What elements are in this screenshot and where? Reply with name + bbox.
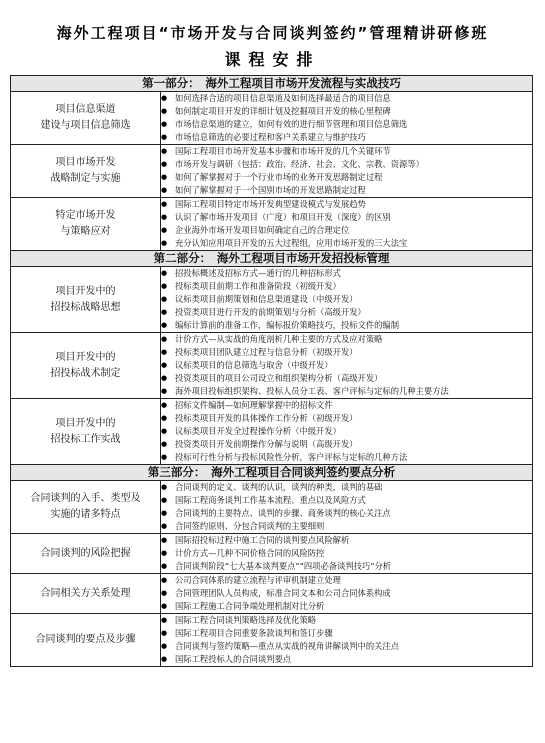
topic-item: [161, 574, 532, 587]
bullet-icon: ●: [161, 642, 168, 650]
topic-category-label: 项目信息渠道: [55, 104, 116, 115]
course-schedule-table: [10, 75, 533, 667]
topic-category-cell: [11, 333, 161, 399]
section-header-row: [11, 465, 533, 481]
topic-item-text: 市场开发与调研（包括：政治、经济、社会、文化、宗教、资源等）: [175, 159, 424, 169]
bullet-icon: ●: [161, 414, 168, 422]
bullet-icon: ●: [161, 308, 168, 316]
topic-category-label: 实施的诸多特点: [50, 509, 121, 520]
topic-item: [161, 627, 532, 640]
topic-item-text: 如何了解掌握对于一个国别市场的开发思路制定过程: [175, 185, 366, 195]
topic-item-text: 认识了解市场开发项目（广度）和项目开发（深度）的区别: [175, 212, 391, 222]
topic-row: [11, 267, 533, 333]
topic-items-cell: [161, 534, 533, 574]
bullet-icon: ●: [161, 269, 168, 277]
topic-item-text: 充分认知应用项目开发的五大过程组，应用市场开发的三大法宝: [175, 238, 408, 248]
topic-item-text: 投标类项目团队建立过程与信息分析（初级开发）: [175, 347, 358, 357]
topic-item: [161, 237, 532, 250]
topic-item: [161, 198, 532, 211]
topic-item-text: 计价方式—几种不同价格合同的风险防控: [175, 548, 325, 558]
topic-item: [161, 346, 532, 359]
topic-item-text: 计价方式—从实战的角度剖析几种主要的方式及应对策略: [175, 334, 383, 344]
topic-item-text: 投资类项目开发前期操作分解与说明（高级开发）: [175, 439, 358, 449]
bullet-icon: ●: [161, 589, 168, 597]
bullet-icon: ●: [161, 562, 168, 570]
topic-item-text: 合同谈判的主要特点、谈判的步骤、商务谈判的核心关注点: [175, 508, 391, 518]
topic-category-label: 建设与项目信息筛选: [40, 120, 131, 131]
topic-category-label: 项目开发中的: [55, 285, 116, 297]
topic-item-text: 议标类项目前期策划和信息渠道建设（中级开发）: [175, 294, 358, 304]
topic-item: [161, 438, 532, 451]
bullet-icon: ●: [161, 133, 168, 141]
bullet-icon: ●: [161, 200, 168, 208]
topic-item-text: 合同谈判的定义、谈判的认识，谈判的种类，谈判的基础: [175, 482, 383, 492]
topic-category-cell: [11, 267, 161, 333]
topic-item: [161, 425, 532, 438]
topic-item: [161, 359, 532, 372]
section-header-row: [11, 76, 533, 92]
topic-item-text: 如何制定项目开发的详细计划及挖掘项目开发的核心里程碑: [175, 106, 391, 116]
bullet-icon: ●: [161, 348, 168, 356]
topic-item: [161, 560, 532, 573]
bullet-icon: ●: [161, 427, 168, 435]
topic-item-text: 合同谈判与签约策略—重点从实战的视角讲解谈判中的关注点: [175, 641, 400, 651]
bullet-icon: ●: [161, 226, 168, 234]
topic-category-cell: [11, 534, 161, 574]
topic-item: [161, 306, 532, 319]
topic-row: [11, 145, 533, 198]
topic-category-label: 项目开发中的: [55, 417, 116, 429]
topic-item: [161, 224, 532, 237]
bullet-icon: ●: [161, 239, 168, 247]
bullet-icon: ●: [161, 387, 168, 395]
section-header-row: [11, 251, 533, 267]
topic-item-text: 国际工程合同谈判策略选择及优化策略: [175, 615, 317, 625]
topic-row: [11, 574, 533, 614]
topic-item: [161, 145, 532, 158]
topic-row: [11, 399, 533, 465]
bullet-icon: ●: [161, 186, 168, 194]
topic-item-text: 合同谈判阶段“七大基本谈判要点”“四项必备谈判技巧”分析: [175, 561, 392, 571]
topic-category-label: 合同谈判的要点及步骤: [35, 634, 136, 645]
bullet-icon: ●: [161, 94, 168, 102]
topic-item-text: 国际工程项目特定市场开发典型建设模式与发展趋势: [175, 199, 366, 209]
topic-item-text: 国际工程施工合同争端处理机制对比分析: [175, 601, 325, 611]
topic-category-label: 合同谈判的风险把握: [40, 547, 131, 559]
topic-item: [161, 412, 532, 425]
topic-items-cell: [161, 614, 533, 667]
topic-item: [161, 520, 532, 533]
bullet-icon: ●: [161, 295, 168, 303]
bullet-icon: ●: [161, 147, 168, 155]
topic-item: [161, 494, 532, 507]
topic-item: [161, 653, 532, 666]
topic-item-text: 国际工程商务谈判工作基本流程、重点以及风险方式: [175, 495, 366, 505]
topic-category-label: 合同谈判的入手、类型及: [30, 493, 141, 504]
bullet-icon: ●: [161, 335, 168, 343]
bullet-icon: ●: [161, 549, 168, 557]
topic-item: [161, 534, 532, 547]
topic-category-label: 招投标工作实战: [50, 433, 121, 445]
topic-items-cell: [161, 399, 533, 465]
topic-item-text: 国际工程项目合同重要条款谈判和签订步骤: [175, 628, 333, 638]
topic-items-cell: [161, 198, 533, 251]
topic-item: [161, 105, 532, 118]
section-heading: 第二部分： 海外工程项目市场开发招投标管理: [11, 251, 533, 267]
topic-item: [161, 211, 532, 224]
bullet-icon: ●: [161, 602, 168, 610]
topic-items-cell: [161, 574, 533, 614]
page-title: 海外工程项目“市场开发与合同谈判签约”管理精讲研修班: [56, 24, 489, 42]
topic-category-label: 项目市场开发: [55, 157, 116, 168]
topic-item: [161, 507, 532, 520]
topic-items-cell: [161, 92, 533, 145]
bullet-icon: ●: [161, 282, 168, 290]
topic-item-text: 议标类项目的信息筛选与取舍（中级开发）: [175, 360, 333, 370]
topic-item-text: 国际工程投标人的合同谈判要点: [175, 654, 292, 664]
topic-item: [161, 547, 532, 560]
topic-item: [161, 319, 532, 332]
topic-item-text: 投资类项目进行开发的前期策划与分析（高级开发）: [175, 307, 366, 317]
topic-item-text: 国际工程项目市场开发基本步骤和市场开发的几个关键环节: [175, 146, 391, 156]
bullet-icon: ●: [161, 160, 168, 168]
topic-row: [11, 198, 533, 251]
bullet-icon: ●: [161, 213, 168, 221]
topic-item: [161, 587, 532, 600]
topic-item: [161, 372, 532, 385]
bullet-icon: ●: [161, 629, 168, 637]
topic-item: [161, 92, 532, 105]
topic-item-text: 议标类项目开发全过程操作分析（中级开发）: [175, 426, 341, 436]
bullet-icon: ●: [161, 616, 168, 624]
topic-item-text: 投标类项目开发的具体操作工作分析（初级开发）: [175, 413, 358, 423]
topic-category-cell: [11, 614, 161, 667]
topic-row: [11, 481, 533, 534]
topic-category-label: 与策略应对: [60, 226, 111, 237]
bullet-icon: ●: [161, 374, 168, 382]
bullet-icon: ●: [161, 173, 168, 181]
topic-item: [161, 640, 532, 653]
topic-category-cell: [11, 481, 161, 534]
bullet-icon: ●: [161, 522, 168, 530]
topic-category-label: 项目开发中的: [55, 351, 116, 363]
bullet-icon: ●: [161, 440, 168, 448]
bullet-icon: ●: [161, 483, 168, 491]
topic-item-text: 如何选择合适的项目信息渠道及如何选择最适合的项目信息: [175, 93, 391, 103]
topic-category-label: 特定市场开发: [55, 210, 116, 221]
topic-item-text: 投标可行性分析与投标风险性分析，客户评标与定标的几种方法: [175, 452, 408, 462]
topic-items-cell: [161, 145, 533, 198]
topic-item-text: 合同管理团队人员构成，标准合同文本和公司合同体系构成: [175, 588, 391, 598]
topic-items-cell: [161, 481, 533, 534]
topic-item: [161, 118, 532, 131]
topic-item: [161, 293, 532, 306]
bullet-icon: ●: [161, 655, 168, 663]
topic-item-text: 海外项目投标组织架构、投标人员分工表、客户评标与定标的几种主要方法: [175, 386, 449, 396]
bullet-icon: ●: [161, 509, 168, 517]
topic-row: [11, 614, 533, 667]
topic-category-label: 招投标战术制定: [50, 367, 121, 379]
topic-item: [161, 385, 532, 398]
topic-item-text: 市场信息渠道的建立，如何有效的进行细节管理和项目信息筛选: [175, 119, 408, 129]
topic-items-cell: [161, 267, 533, 333]
bullet-icon: ●: [161, 321, 168, 329]
topic-item-text: 如何了解掌握对于一个行业市场的业务开发思路制定过程: [175, 172, 383, 182]
topic-item: [161, 451, 532, 464]
topic-category-label: 招投标战略思想: [50, 301, 121, 313]
topic-items-cell: [161, 333, 533, 399]
topic-item-text: 合同签约原则、分包合同谈判的主要细则: [175, 521, 325, 531]
topic-category-cell: [11, 399, 161, 465]
topic-item-text: 投资类项目的项目公司设立和组织架构分析（高级开发）: [175, 373, 383, 383]
topic-category-label: 战略制定与实施: [50, 173, 121, 184]
topic-category-cell: [11, 574, 161, 614]
topic-item: [161, 481, 532, 494]
topic-item-text: 编标计算前的准备工作，编标报价策略技巧，投标文件的编制: [175, 320, 400, 330]
bullet-icon: ●: [161, 361, 168, 369]
topic-item: [161, 614, 532, 627]
topic-item: [161, 267, 532, 280]
bullet-icon: ●: [161, 120, 168, 128]
topic-category-cell: [11, 92, 161, 145]
topic-item: [161, 333, 532, 346]
bullet-icon: ●: [161, 401, 168, 409]
topic-item: [161, 184, 532, 197]
topic-item-text: 国际招投标过程中施工合同的谈判要点风险解析: [175, 535, 350, 545]
topic-row: [11, 92, 533, 145]
topic-item-text: 市场信息筛选的必要过程和客户关系建立与维护技巧: [175, 132, 366, 142]
bullet-icon: ●: [161, 536, 168, 544]
page-subtitle: 课程安排: [224, 50, 321, 69]
bullet-icon: ●: [161, 453, 168, 461]
bullet-icon: ●: [161, 107, 168, 115]
topic-item-text: 公司合同体系的建立流程与评审机制建立处理: [175, 575, 341, 585]
topic-category-label: 合同相关方关系处理: [40, 587, 131, 599]
topic-item: [161, 280, 532, 293]
topic-item: [161, 131, 532, 144]
topic-item: [161, 399, 532, 412]
topic-item-text: 投标类项目前期工作和准备阶段（初级开发）: [175, 281, 341, 291]
topic-item: [161, 600, 532, 613]
topic-item: [161, 171, 532, 184]
bullet-icon: ●: [161, 576, 168, 584]
topic-category-cell: [11, 145, 161, 198]
topic-category-cell: [11, 198, 161, 251]
topic-item-text: 招标文件编制—如何理解掌握中的招标文件: [175, 400, 333, 410]
section-heading: 第三部分： 海外工程项目合同谈判签约要点分析: [11, 465, 533, 481]
bullet-icon: ●: [161, 496, 168, 504]
topic-item: [161, 158, 532, 171]
topic-item-text: 招投标概述及招标方式—通行的几种招标形式: [175, 268, 341, 278]
topic-item-text: 企业海外市场开发项目如何确定自己的合理定位: [175, 225, 350, 235]
section-heading: 第一部分： 海外工程项目市场开发流程与实战技巧: [11, 76, 533, 92]
topic-row: [11, 534, 533, 574]
topic-row: [11, 333, 533, 399]
